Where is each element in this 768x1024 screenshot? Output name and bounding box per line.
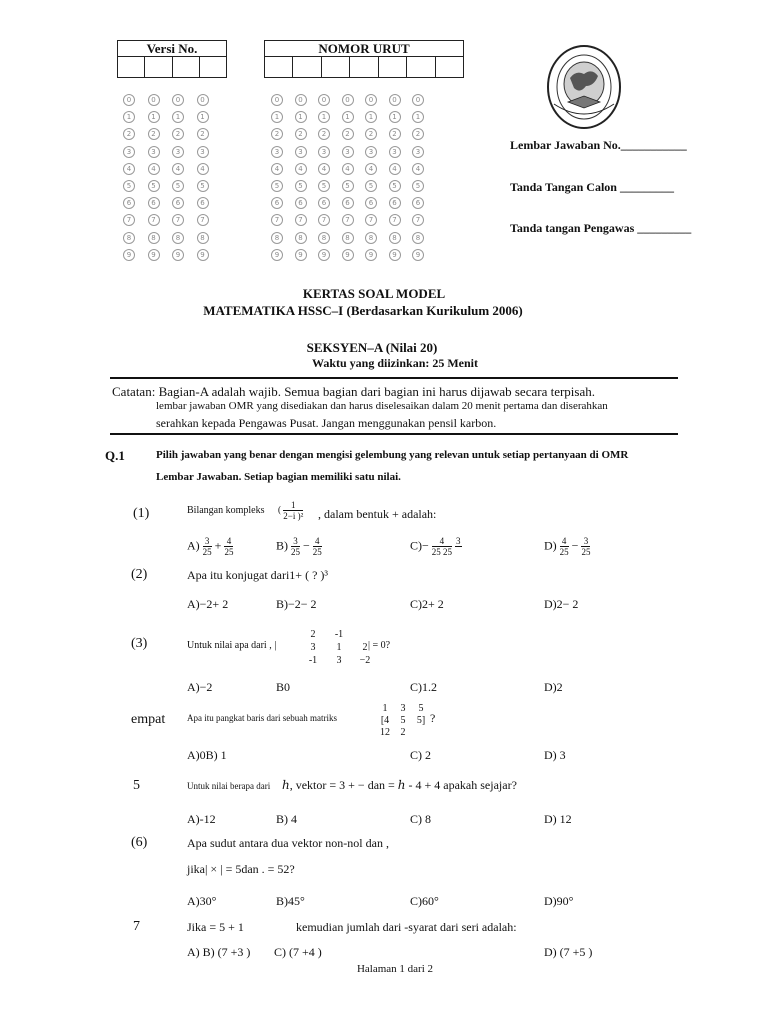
- digit-bubble[interactable]: 4: [172, 163, 184, 175]
- option-b[interactable]: B)−2− 2: [276, 597, 317, 611]
- digit-bubble[interactable]: 6: [123, 197, 135, 209]
- option-a[interactable]: A)0B) 1: [187, 748, 227, 762]
- digit-bubble[interactable]: 2: [365, 128, 377, 140]
- option-d[interactable]: D)90°: [544, 894, 574, 908]
- digit-bubble[interactable]: 1: [412, 111, 424, 123]
- supervisor-signature: Tanda tangan Pengawas _________: [510, 221, 692, 235]
- digit-bubble[interactable]: 6: [295, 197, 307, 209]
- digit-bubble[interactable]: 0: [148, 94, 160, 106]
- option-c[interactable]: C)60°: [410, 894, 439, 908]
- option-a[interactable]: A)30°: [187, 894, 217, 908]
- digit-bubble[interactable]: 4: [148, 163, 160, 175]
- option-c[interactable]: C)1.2: [410, 680, 437, 694]
- digit-bubble[interactable]: 4: [342, 163, 354, 175]
- digit-bubble[interactable]: 8: [197, 232, 209, 244]
- note-top-rule: [110, 377, 678, 379]
- question-text: Untuk nilai apa dari , |: [187, 640, 277, 651]
- digit-bubble[interactable]: 6: [271, 197, 283, 209]
- option-b[interactable]: B)45°: [276, 894, 305, 908]
- bubble-column: [389, 94, 401, 266]
- answer-sheet-number: Lembar Jawaban No.___________: [510, 138, 687, 152]
- digit-bubble[interactable]: 2: [295, 128, 307, 140]
- section-title: SEKSYEN–A (Nilai 20): [306, 340, 438, 355]
- digit-bubble[interactable]: 3: [389, 146, 401, 158]
- digit-bubble[interactable]: 4: [197, 163, 209, 175]
- question-number: (3): [131, 636, 148, 651]
- bubble-column: [295, 94, 307, 266]
- digit-bubble[interactable]: 0: [342, 94, 354, 106]
- digit-bubble[interactable]: 3: [342, 146, 354, 158]
- note-line-1: Catatan: Bagian-A adalah wajib. Semua bagian dari bagian ini harus dijawab secara terpisah.: [112, 384, 595, 399]
- digit-bubble[interactable]: 9: [148, 249, 160, 261]
- option-d[interactable]: D) (7 +5 ): [544, 945, 593, 959]
- option-a[interactable]: A) B) (7 +3 ): [187, 945, 251, 959]
- digit-bubble[interactable]: 3: [365, 146, 377, 158]
- digit-bubble[interactable]: 0: [123, 94, 135, 106]
- digit-bubble[interactable]: 1: [197, 111, 209, 123]
- option-c[interactable]: C)− $\frac{4}{25 25}$ 3: [410, 536, 461, 557]
- digit-bubble[interactable]: 4: [295, 163, 307, 175]
- question-text-cont: , dalam bentuk + adalah:: [318, 507, 437, 521]
- option-d[interactable]: D) $\frac{4}{25}$ − $\frac{3}{25}$: [544, 536, 591, 557]
- note-line-2: lembar jawaban OMR yang disediakan dan harus diselesaikan dalam 20 menit pertama dan diserahkan: [156, 400, 608, 412]
- digit-bubble[interactable]: 8: [148, 232, 160, 244]
- digit-bubble[interactable]: 4: [365, 163, 377, 175]
- fraction-expression: ( $\frac{1}{\text{2−i )²}}$: [278, 500, 304, 521]
- question-number: (2): [131, 567, 148, 582]
- version-number-box: [117, 40, 227, 78]
- question-number: 7: [133, 919, 140, 934]
- paper-subject: MATEMATIKA HSSC–I (Berdasarkan Kurikulum 2006): [203, 303, 523, 318]
- paper-title: KERTAS SOAL MODEL: [302, 286, 446, 301]
- digit-bubble[interactable]: 6: [365, 197, 377, 209]
- digit-bubble[interactable]: 8: [365, 232, 377, 244]
- bubble-column: [172, 94, 184, 266]
- digit-bubble[interactable]: 8: [342, 232, 354, 244]
- serial-number-label: NOMOR URUT: [265, 41, 463, 57]
- digit-bubble[interactable]: 0: [318, 94, 330, 106]
- digit-bubble[interactable]: 9: [412, 249, 424, 261]
- q1-instruction-1: Pilih jawaban yang benar dengan mengisi gelembung yang relevan untuk setiap pertanyaan di OMR: [156, 449, 629, 461]
- option-a[interactable]: A)-12: [187, 812, 216, 826]
- digit-bubble[interactable]: 7: [365, 214, 377, 226]
- option-c[interactable]: C)2+ 2: [410, 597, 444, 611]
- digit-bubble[interactable]: 5: [295, 180, 307, 192]
- digit-bubble[interactable]: 2: [389, 128, 401, 140]
- digit-bubble[interactable]: 2: [342, 128, 354, 140]
- question-text: Apa sudut antara dua vektor non-nol dan ,: [187, 836, 389, 850]
- option-a[interactable]: A)−2+ 2: [187, 597, 229, 611]
- digit-bubble[interactable]: 5: [197, 180, 209, 192]
- digit-bubble[interactable]: 9: [389, 249, 401, 261]
- digit-bubble[interactable]: 9: [365, 249, 377, 261]
- option-d[interactable]: D) 12: [544, 812, 572, 826]
- digit-bubble[interactable]: 7: [148, 214, 160, 226]
- q1-instruction-2: Lembar Jawaban. Setiap bagian memiliki satu nilai.: [156, 471, 401, 483]
- digit-bubble[interactable]: 5: [365, 180, 377, 192]
- option-a[interactable]: A) $\frac{3}{25}$ + $\frac{4}{25}$: [187, 536, 234, 557]
- digit-bubble[interactable]: 9: [123, 249, 135, 261]
- bubble-column: [342, 94, 354, 266]
- digit-bubble[interactable]: 7: [172, 214, 184, 226]
- digit-bubble[interactable]: 6: [197, 197, 209, 209]
- digit-bubble[interactable]: 9: [197, 249, 209, 261]
- digit-bubble[interactable]: 9: [172, 249, 184, 261]
- question-mark: ?: [430, 711, 436, 725]
- digit-bubble[interactable]: 9: [271, 249, 283, 261]
- question-label: Q.1: [105, 448, 125, 463]
- digit-bubble[interactable]: 5: [123, 180, 135, 192]
- digit-bubble[interactable]: 1: [295, 111, 307, 123]
- bubble-column: [148, 94, 160, 266]
- digit-bubble[interactable]: 1: [342, 111, 354, 123]
- digit-bubble[interactable]: 4: [271, 163, 283, 175]
- digit-bubble[interactable]: 3: [271, 146, 283, 158]
- digit-bubble[interactable]: 2: [271, 128, 283, 140]
- question-text: Jika = 5 + 1: [187, 920, 244, 934]
- option-a[interactable]: A)−2: [187, 680, 213, 694]
- digit-bubble[interactable]: 1: [148, 111, 160, 123]
- time-allowed: Waktu yang diizinkan: 25 Menit: [311, 356, 479, 370]
- digit-bubble[interactable]: 1: [172, 111, 184, 123]
- digit-bubble[interactable]: 2: [412, 128, 424, 140]
- question-text-cont: kemudian jumlah dari -syarat dari seri adalah:: [296, 920, 517, 934]
- page-footer: Halaman 1 dari 2: [356, 963, 434, 975]
- digit-bubble[interactable]: 6: [318, 197, 330, 209]
- digit-bubble[interactable]: 9: [295, 249, 307, 261]
- note-bottom-rule: [110, 433, 678, 435]
- option-d[interactable]: D)2− 2: [544, 597, 579, 611]
- digit-bubble[interactable]: 3: [412, 146, 424, 158]
- digit-bubble[interactable]: 2: [172, 128, 184, 140]
- question-number: (6): [131, 835, 148, 850]
- digit-bubble[interactable]: 3: [197, 146, 209, 158]
- digit-bubble[interactable]: 6: [389, 197, 401, 209]
- option-c[interactable]: C) 2: [410, 748, 431, 762]
- digit-bubble[interactable]: 5: [172, 180, 184, 192]
- serial-number-box: [264, 40, 464, 78]
- digit-bubble[interactable]: 7: [342, 214, 354, 226]
- digit-bubble[interactable]: 5: [148, 180, 160, 192]
- digit-bubble[interactable]: 9: [342, 249, 354, 261]
- bubble-column: [197, 94, 209, 266]
- option-c[interactable]: C) (7 +4 ): [274, 945, 322, 959]
- digit-bubble[interactable]: 3: [295, 146, 307, 158]
- rank-matrix: 1 3 5 [4 5 5] 12 2: [380, 703, 426, 738]
- digit-bubble[interactable]: 3: [123, 146, 135, 158]
- digit-bubble[interactable]: 0: [412, 94, 424, 106]
- bubble-column: [412, 94, 424, 266]
- digit-bubble[interactable]: 0: [389, 94, 401, 106]
- digit-bubble[interactable]: 7: [197, 214, 209, 226]
- bubble-column: [365, 94, 377, 266]
- digit-bubble[interactable]: 0: [295, 94, 307, 106]
- version-number-label: Versi No.: [118, 41, 226, 57]
- question-text-cont: | = 0?: [368, 640, 391, 651]
- digit-bubble[interactable]: 5: [318, 180, 330, 192]
- digit-bubble[interactable]: 7: [295, 214, 307, 226]
- digit-bubble[interactable]: 2: [148, 128, 160, 140]
- digit-bubble[interactable]: 8: [295, 232, 307, 244]
- digit-bubble[interactable]: 8: [123, 232, 135, 244]
- digit-bubble[interactable]: 4: [123, 163, 135, 175]
- option-d[interactable]: D) 3: [544, 748, 566, 762]
- board-seal-logo: [546, 44, 622, 130]
- digit-bubble[interactable]: 7: [412, 214, 424, 226]
- digit-bubble[interactable]: 4: [389, 163, 401, 175]
- option-b[interactable]: B) 4: [276, 812, 297, 826]
- digit-bubble[interactable]: 7: [271, 214, 283, 226]
- digit-bubble[interactable]: 0: [365, 94, 377, 106]
- digit-bubble[interactable]: 6: [148, 197, 160, 209]
- bubble-column: [123, 94, 135, 266]
- question-text: Bilangan kompleks: [187, 505, 265, 516]
- question-text-cont: jika| × | = 5dan . = 52?: [187, 862, 295, 876]
- question-number: empat: [131, 712, 166, 727]
- digit-bubble[interactable]: 0: [172, 94, 184, 106]
- digit-bubble[interactable]: 8: [172, 232, 184, 244]
- determinant-matrix: 2 -1 3 1 2 -1 3 −2: [308, 629, 371, 666]
- digit-bubble[interactable]: 2: [197, 128, 209, 140]
- digit-bubble[interactable]: 1: [318, 111, 330, 123]
- digit-bubble[interactable]: 5: [342, 180, 354, 192]
- candidate-signature: Tanda Tangan Calon _________: [510, 180, 674, 194]
- digit-bubble[interactable]: 6: [172, 197, 184, 209]
- digit-bubble[interactable]: 6: [342, 197, 354, 209]
- digit-bubble[interactable]: 2: [123, 128, 135, 140]
- digit-bubble[interactable]: 5: [271, 180, 283, 192]
- digit-bubble[interactable]: 3: [148, 146, 160, 158]
- option-b[interactable]: B) $\frac{3}{25}$ − $\frac{4}{25}$: [276, 536, 322, 557]
- digit-bubble[interactable]: 1: [389, 111, 401, 123]
- option-c[interactable]: C) 8: [410, 812, 431, 826]
- digit-bubble[interactable]: 3: [318, 146, 330, 158]
- question-number: 5: [133, 778, 140, 793]
- option-b[interactable]: B0: [276, 680, 291, 694]
- digit-bubble[interactable]: 8: [412, 232, 424, 244]
- bubble-column: [318, 94, 330, 266]
- digit-bubble[interactable]: 7: [318, 214, 330, 226]
- digit-bubble[interactable]: 0: [271, 94, 283, 106]
- question-number: (1): [133, 506, 150, 521]
- option-d[interactable]: D)2: [544, 680, 563, 694]
- digit-bubble[interactable]: 8: [389, 232, 401, 244]
- digit-bubble[interactable]: 7: [389, 214, 401, 226]
- digit-bubble[interactable]: 1: [123, 111, 135, 123]
- digit-bubble[interactable]: 5: [389, 180, 401, 192]
- digit-bubble[interactable]: 0: [197, 94, 209, 106]
- digit-bubble[interactable]: 7: [123, 214, 135, 226]
- digit-bubble[interactable]: 2: [318, 128, 330, 140]
- bubble-column: [271, 94, 283, 266]
- digit-bubble[interactable]: 5: [412, 180, 424, 192]
- digit-bubble[interactable]: 9: [318, 249, 330, 261]
- digit-bubble[interactable]: 1: [271, 111, 283, 123]
- note-line-3: serahkan kepada Pengawas Pusat. Jangan menggunakan pensil karbon.: [156, 416, 497, 430]
- digit-bubble[interactable]: 3: [172, 146, 184, 158]
- digit-bubble[interactable]: 1: [365, 111, 377, 123]
- question-text: Untuk nilai berapa dari: [187, 781, 271, 791]
- question-text: Apa itu konjugat dari1+ ( ? )³: [187, 568, 328, 582]
- digit-bubble[interactable]: 4: [412, 163, 424, 175]
- question-text-cont: ℎ, vektor = 3 + − dan = ℎ - 4 + 4 apakah sejajar?: [282, 778, 517, 792]
- question-text: Apa itu pangkat baris dari sebuah matriks: [187, 713, 337, 723]
- digit-bubble[interactable]: 8: [318, 232, 330, 244]
- digit-bubble[interactable]: 8: [271, 232, 283, 244]
- digit-bubble[interactable]: 6: [412, 197, 424, 209]
- digit-bubble[interactable]: 4: [318, 163, 330, 175]
